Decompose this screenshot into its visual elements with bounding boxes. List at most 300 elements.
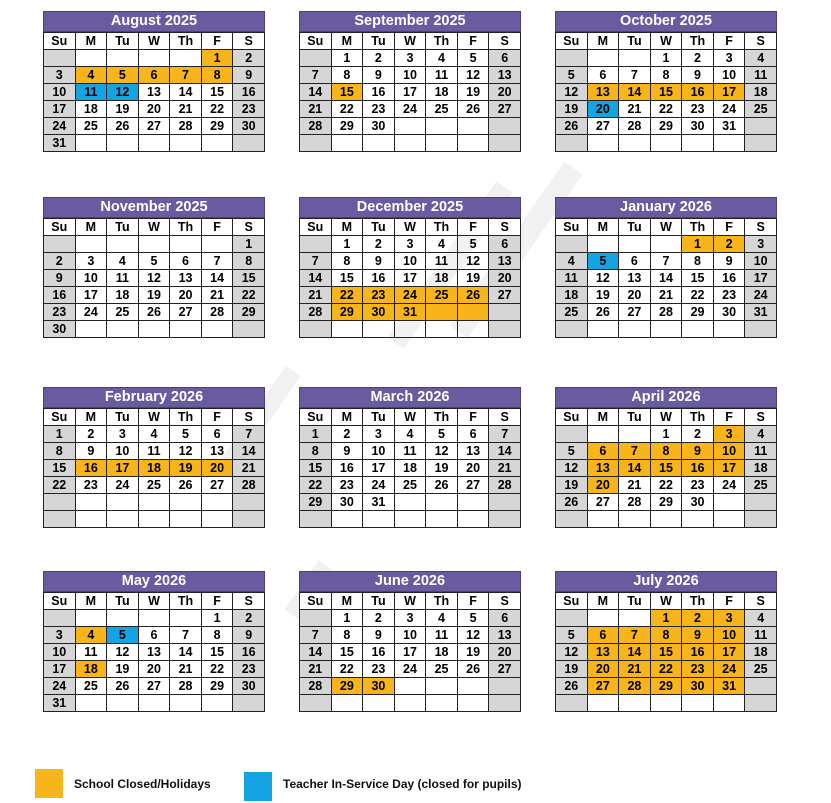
day-cell: 9 xyxy=(75,443,107,460)
day-cell: 1 xyxy=(201,610,233,627)
empty-cell xyxy=(426,321,458,338)
day-cell: 10 xyxy=(713,627,745,644)
day-cell: 17 xyxy=(394,84,426,101)
day-cell: 22 xyxy=(650,661,682,678)
weekday-header: Th xyxy=(170,33,202,50)
day-cell: 19 xyxy=(587,287,619,304)
empty-cell xyxy=(331,135,363,152)
empty-cell xyxy=(300,135,332,152)
empty-cell xyxy=(75,494,107,511)
empty-cell xyxy=(363,135,395,152)
day-cell: 28 xyxy=(201,304,233,321)
day-cell: 16 xyxy=(331,460,363,477)
empty-cell xyxy=(745,678,777,695)
day-cell: 4 xyxy=(75,67,107,84)
day-cell: 28 xyxy=(170,118,202,135)
empty-cell xyxy=(107,50,139,67)
empty-cell xyxy=(745,695,777,712)
day-cell: 30 xyxy=(682,118,714,135)
day-cell: 8 xyxy=(682,253,714,270)
day-cell: 27 xyxy=(587,494,619,511)
day-cell: 26 xyxy=(556,494,588,511)
day-cell: 17 xyxy=(394,270,426,287)
day-cell: 23 xyxy=(682,477,714,494)
empty-cell xyxy=(489,678,521,695)
week-row xyxy=(556,84,777,101)
weekday-header: Su xyxy=(556,409,588,426)
day-cell: 31 xyxy=(713,118,745,135)
day-cell: 27 xyxy=(587,678,619,695)
week-row xyxy=(44,644,265,661)
empty-cell xyxy=(170,236,202,253)
weekday-header: S xyxy=(233,219,265,236)
day-cell: 14 xyxy=(619,84,651,101)
weekday-header: Tu xyxy=(619,593,651,610)
day-cell: 28 xyxy=(619,118,651,135)
week-row xyxy=(300,253,521,270)
empty-cell xyxy=(587,610,619,627)
empty-cell xyxy=(75,695,107,712)
week-row xyxy=(556,661,777,678)
day-cell: 11 xyxy=(75,84,107,101)
day-cell: 10 xyxy=(394,67,426,84)
day-cell: 2 xyxy=(233,50,265,67)
day-cell: 10 xyxy=(745,253,777,270)
day-cell: 11 xyxy=(556,270,588,287)
day-cell: 11 xyxy=(745,627,777,644)
day-cell: 22 xyxy=(650,101,682,118)
week-row xyxy=(44,460,265,477)
empty-cell xyxy=(682,695,714,712)
day-cell: 27 xyxy=(138,678,170,695)
weekday-header: Th xyxy=(682,593,714,610)
week-row xyxy=(300,610,521,627)
weekday-header: S xyxy=(745,593,777,610)
day-cell: 1 xyxy=(650,426,682,443)
day-cell: 30 xyxy=(682,678,714,695)
day-cell: 9 xyxy=(682,443,714,460)
day-cell: 4 xyxy=(75,627,107,644)
day-cell: 27 xyxy=(457,477,489,494)
week-row xyxy=(300,477,521,494)
day-cell: 31 xyxy=(394,304,426,321)
week-row xyxy=(44,135,265,152)
day-cell: 27 xyxy=(489,101,521,118)
day-cell: 21 xyxy=(300,661,332,678)
day-cell: 10 xyxy=(44,84,76,101)
empty-cell xyxy=(394,118,426,135)
day-cell: 8 xyxy=(201,67,233,84)
month-title: September 2025 xyxy=(299,11,521,32)
empty-cell xyxy=(745,118,777,135)
day-cell: 3 xyxy=(713,610,745,627)
day-cell: 30 xyxy=(44,321,76,338)
day-cell: 18 xyxy=(745,460,777,477)
day-cell: 4 xyxy=(426,610,458,627)
empty-cell xyxy=(587,695,619,712)
day-cell: 8 xyxy=(650,443,682,460)
day-cell: 29 xyxy=(650,494,682,511)
day-cell: 11 xyxy=(107,270,139,287)
empty-cell xyxy=(713,494,745,511)
day-cell: 7 xyxy=(619,443,651,460)
day-cell: 19 xyxy=(138,287,170,304)
day-cell: 7 xyxy=(619,67,651,84)
month-title: April 2026 xyxy=(555,387,777,408)
empty-cell xyxy=(682,321,714,338)
day-cell: 1 xyxy=(331,50,363,67)
day-cell: 30 xyxy=(233,118,265,135)
day-cell: 23 xyxy=(682,101,714,118)
day-cell: 17 xyxy=(745,270,777,287)
weekday-header: M xyxy=(587,409,619,426)
day-cell: 18 xyxy=(426,270,458,287)
month-calendar xyxy=(43,197,265,338)
day-cell: 20 xyxy=(170,287,202,304)
day-cell: 8 xyxy=(201,627,233,644)
day-cell: 17 xyxy=(75,287,107,304)
day-cell: 6 xyxy=(587,627,619,644)
month-calendar xyxy=(555,197,777,338)
weekday-header: S xyxy=(745,409,777,426)
empty-cell xyxy=(394,135,426,152)
weekday-header: M xyxy=(331,409,363,426)
empty-cell xyxy=(394,321,426,338)
day-cell: 7 xyxy=(201,253,233,270)
weekday-header: W xyxy=(394,219,426,236)
day-cell: 9 xyxy=(363,627,395,644)
day-cell: 14 xyxy=(489,443,521,460)
day-cell: 22 xyxy=(44,477,76,494)
day-cell: 24 xyxy=(107,477,139,494)
empty-cell xyxy=(107,695,139,712)
empty-cell xyxy=(363,321,395,338)
weekday-header: M xyxy=(587,593,619,610)
month-table xyxy=(299,218,521,338)
day-cell: 3 xyxy=(394,610,426,627)
day-cell: 18 xyxy=(394,460,426,477)
empty-cell xyxy=(233,135,265,152)
empty-cell xyxy=(556,695,588,712)
day-cell: 30 xyxy=(363,118,395,135)
day-cell: 29 xyxy=(201,118,233,135)
day-cell: 29 xyxy=(233,304,265,321)
day-cell: 5 xyxy=(107,67,139,84)
empty-cell xyxy=(201,321,233,338)
day-cell: 14 xyxy=(619,644,651,661)
empty-cell xyxy=(331,511,363,528)
empty-cell xyxy=(457,494,489,511)
day-cell: 17 xyxy=(713,460,745,477)
empty-cell xyxy=(170,695,202,712)
empty-cell xyxy=(44,511,76,528)
month-table xyxy=(555,592,777,712)
empty-cell xyxy=(426,511,458,528)
day-cell: 27 xyxy=(619,304,651,321)
day-cell: 11 xyxy=(426,253,458,270)
empty-cell xyxy=(138,695,170,712)
day-cell: 30 xyxy=(363,304,395,321)
empty-cell xyxy=(75,610,107,627)
day-cell: 14 xyxy=(300,644,332,661)
empty-cell xyxy=(426,118,458,135)
day-cell: 28 xyxy=(300,304,332,321)
empty-cell xyxy=(75,135,107,152)
day-cell: 18 xyxy=(138,460,170,477)
empty-cell xyxy=(619,695,651,712)
day-cell: 21 xyxy=(170,661,202,678)
month-title: December 2025 xyxy=(299,197,521,218)
day-cell: 15 xyxy=(201,84,233,101)
empty-cell xyxy=(650,695,682,712)
empty-cell xyxy=(300,695,332,712)
day-cell: 12 xyxy=(556,460,588,477)
empty-cell xyxy=(300,610,332,627)
empty-cell xyxy=(138,135,170,152)
day-cell: 15 xyxy=(331,84,363,101)
empty-cell xyxy=(394,494,426,511)
empty-cell xyxy=(587,426,619,443)
day-cell: 26 xyxy=(426,477,458,494)
day-cell: 20 xyxy=(587,101,619,118)
day-cell: 24 xyxy=(713,661,745,678)
day-cell: 15 xyxy=(682,270,714,287)
empty-cell xyxy=(619,511,651,528)
empty-cell xyxy=(426,304,458,321)
day-cell: 6 xyxy=(489,236,521,253)
empty-cell xyxy=(138,321,170,338)
weekday-header: F xyxy=(201,593,233,610)
weekday-header: M xyxy=(75,219,107,236)
day-cell: 12 xyxy=(138,270,170,287)
day-cell: 24 xyxy=(394,661,426,678)
empty-cell xyxy=(587,511,619,528)
weekday-header: M xyxy=(331,219,363,236)
week-row xyxy=(556,135,777,152)
month-calendar xyxy=(299,11,521,152)
day-cell: 31 xyxy=(44,695,76,712)
day-cell: 14 xyxy=(201,270,233,287)
empty-cell xyxy=(713,321,745,338)
day-cell: 13 xyxy=(489,253,521,270)
day-cell: 18 xyxy=(107,287,139,304)
day-cell: 30 xyxy=(682,494,714,511)
empty-cell xyxy=(489,494,521,511)
weekday-header: Th xyxy=(426,33,458,50)
day-cell: 4 xyxy=(426,236,458,253)
empty-cell xyxy=(138,236,170,253)
month-table xyxy=(43,592,265,712)
day-cell: 31 xyxy=(713,678,745,695)
day-cell: 3 xyxy=(44,67,76,84)
empty-cell xyxy=(75,321,107,338)
week-row xyxy=(556,321,777,338)
day-cell: 12 xyxy=(457,67,489,84)
empty-cell xyxy=(138,610,170,627)
empty-cell xyxy=(713,135,745,152)
day-cell: 29 xyxy=(300,494,332,511)
day-cell: 6 xyxy=(138,67,170,84)
day-cell: 13 xyxy=(489,627,521,644)
day-cell: 4 xyxy=(426,50,458,67)
day-cell: 17 xyxy=(363,460,395,477)
day-cell: 16 xyxy=(363,644,395,661)
day-cell: 6 xyxy=(587,443,619,460)
empty-cell xyxy=(650,236,682,253)
day-cell: 13 xyxy=(489,67,521,84)
week-row xyxy=(300,304,521,321)
weekday-header: W xyxy=(138,219,170,236)
day-cell: 10 xyxy=(713,67,745,84)
day-cell: 5 xyxy=(556,627,588,644)
weekday-header: Th xyxy=(170,409,202,426)
empty-cell xyxy=(107,610,139,627)
day-cell: 5 xyxy=(556,443,588,460)
weekday-header: F xyxy=(457,219,489,236)
day-cell: 17 xyxy=(713,84,745,101)
empty-cell xyxy=(170,494,202,511)
day-cell: 22 xyxy=(300,477,332,494)
day-cell: 5 xyxy=(426,426,458,443)
day-cell: 4 xyxy=(107,253,139,270)
empty-cell xyxy=(363,695,395,712)
day-cell: 28 xyxy=(170,678,202,695)
month-calendar xyxy=(43,11,265,152)
weekday-header: S xyxy=(489,409,521,426)
day-cell: 12 xyxy=(457,253,489,270)
week-row xyxy=(44,253,265,270)
weekday-header: Su xyxy=(556,33,588,50)
day-cell: 20 xyxy=(619,287,651,304)
day-cell: 7 xyxy=(300,67,332,84)
day-cell: 19 xyxy=(170,460,202,477)
day-cell: 3 xyxy=(394,236,426,253)
day-cell: 25 xyxy=(394,477,426,494)
empty-cell xyxy=(300,321,332,338)
weekday-header: F xyxy=(457,33,489,50)
empty-cell xyxy=(394,678,426,695)
empty-cell xyxy=(233,695,265,712)
day-cell: 13 xyxy=(457,443,489,460)
day-cell: 6 xyxy=(619,253,651,270)
day-cell: 4 xyxy=(394,426,426,443)
week-row xyxy=(44,101,265,118)
weekday-header: W xyxy=(138,33,170,50)
day-cell: 5 xyxy=(107,627,139,644)
day-cell: 15 xyxy=(331,644,363,661)
empty-cell xyxy=(619,236,651,253)
empty-cell xyxy=(650,321,682,338)
day-cell: 23 xyxy=(233,661,265,678)
day-cell: 12 xyxy=(457,627,489,644)
day-cell: 11 xyxy=(426,627,458,644)
empty-cell xyxy=(363,511,395,528)
empty-cell xyxy=(300,50,332,67)
weekday-header: Su xyxy=(44,409,76,426)
day-cell: 29 xyxy=(650,118,682,135)
month-title: May 2026 xyxy=(43,571,265,592)
day-cell: 1 xyxy=(300,426,332,443)
day-cell: 13 xyxy=(619,270,651,287)
empty-cell xyxy=(556,236,588,253)
day-cell: 14 xyxy=(300,270,332,287)
day-cell: 19 xyxy=(556,661,588,678)
week-row xyxy=(300,321,521,338)
week-row xyxy=(300,627,521,644)
week-row xyxy=(44,661,265,678)
day-cell: 1 xyxy=(650,50,682,67)
day-cell: 10 xyxy=(44,644,76,661)
day-cell: 31 xyxy=(363,494,395,511)
weekday-header: M xyxy=(587,33,619,50)
day-cell: 26 xyxy=(170,477,202,494)
day-cell: 31 xyxy=(44,135,76,152)
week-row xyxy=(300,678,521,695)
day-cell: 15 xyxy=(650,644,682,661)
day-cell: 20 xyxy=(457,460,489,477)
weekday-header: M xyxy=(331,33,363,50)
empty-cell xyxy=(331,321,363,338)
week-row xyxy=(556,610,777,627)
day-cell: 14 xyxy=(233,443,265,460)
month-table xyxy=(43,218,265,338)
day-cell: 23 xyxy=(44,304,76,321)
empty-cell xyxy=(75,511,107,528)
weekday-header: Th xyxy=(170,593,202,610)
day-cell: 21 xyxy=(489,460,521,477)
week-row xyxy=(44,321,265,338)
weekday-header: M xyxy=(75,33,107,50)
day-cell: 20 xyxy=(489,644,521,661)
month-calendar xyxy=(43,387,265,528)
empty-cell xyxy=(745,321,777,338)
weekday-header: S xyxy=(233,593,265,610)
week-row xyxy=(556,287,777,304)
weekday-header: F xyxy=(713,593,745,610)
weekday-header: S xyxy=(745,33,777,50)
week-row xyxy=(44,67,265,84)
empty-cell xyxy=(619,610,651,627)
day-cell: 24 xyxy=(394,101,426,118)
day-cell: 26 xyxy=(107,118,139,135)
day-cell: 19 xyxy=(457,644,489,661)
day-cell: 18 xyxy=(75,101,107,118)
day-cell: 15 xyxy=(44,460,76,477)
week-row xyxy=(44,695,265,712)
day-cell: 17 xyxy=(394,644,426,661)
empty-cell xyxy=(44,494,76,511)
day-cell: 5 xyxy=(556,67,588,84)
day-cell: 19 xyxy=(426,460,458,477)
day-cell: 4 xyxy=(138,426,170,443)
day-cell: 24 xyxy=(75,304,107,321)
day-cell: 2 xyxy=(363,610,395,627)
day-cell: 18 xyxy=(75,661,107,678)
day-cell: 18 xyxy=(426,84,458,101)
day-cell: 29 xyxy=(331,118,363,135)
empty-cell xyxy=(201,695,233,712)
month-title: March 2026 xyxy=(299,387,521,408)
weekday-header: Th xyxy=(170,219,202,236)
day-cell: 3 xyxy=(75,253,107,270)
day-cell: 7 xyxy=(300,627,332,644)
day-cell: 6 xyxy=(489,50,521,67)
empty-cell xyxy=(331,695,363,712)
week-row xyxy=(44,287,265,304)
day-cell: 8 xyxy=(331,67,363,84)
day-cell: 2 xyxy=(682,426,714,443)
empty-cell xyxy=(650,511,682,528)
